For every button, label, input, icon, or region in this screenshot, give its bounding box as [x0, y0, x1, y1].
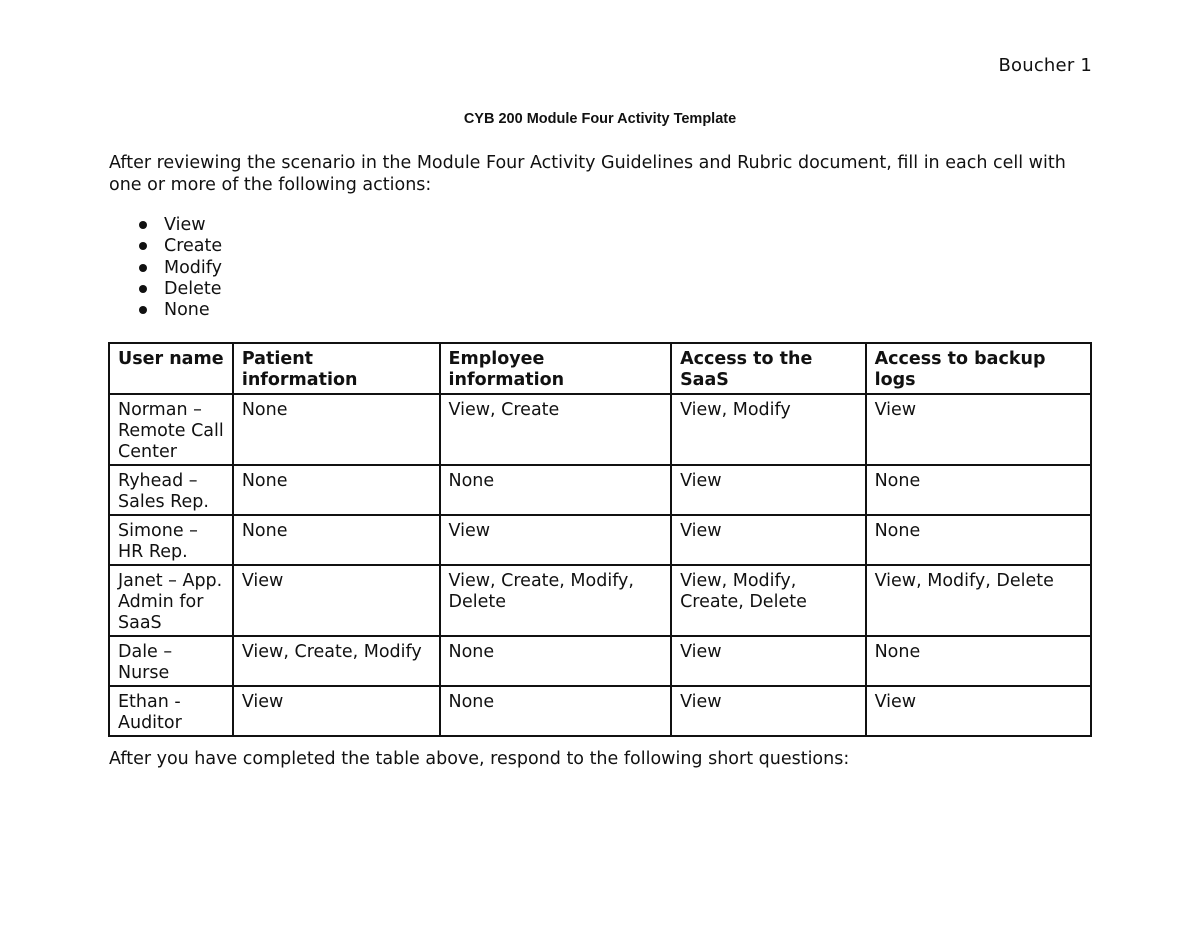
page-title: CYB 200 Module Four Activity Template: [463, 111, 737, 127]
cell-backup: None: [866, 515, 1091, 565]
table-row: [109, 565, 1091, 636]
cell-patient: View: [233, 565, 440, 636]
cell-patient: View: [233, 686, 440, 736]
cell-backup: None: [866, 636, 1091, 686]
list-item: [109, 279, 222, 300]
table-row: [109, 394, 1091, 465]
bullet-icon: [139, 242, 147, 250]
header-user-name: User name: [109, 343, 233, 394]
cell-saas: View: [671, 465, 866, 515]
cell-patient: None: [233, 394, 440, 465]
bullet-icon: [139, 264, 147, 272]
cell-saas: View: [671, 686, 866, 736]
action-label: View: [164, 215, 206, 235]
list-item: [109, 236, 222, 257]
table-header-row: [109, 343, 1091, 394]
actions-list: [109, 215, 222, 321]
cell-user: Ryhead – Sales Rep.: [109, 465, 233, 515]
bullet-icon: [139, 306, 147, 314]
access-table: [108, 342, 1092, 737]
cell-saas: View: [671, 515, 866, 565]
cell-patient: None: [233, 465, 440, 515]
cell-backup: View: [866, 686, 1091, 736]
cell-saas: View, Modify: [671, 394, 866, 465]
cell-employee: View: [440, 515, 672, 565]
list-item: [109, 258, 222, 279]
cell-employee: None: [440, 465, 672, 515]
cell-backup: None: [866, 465, 1091, 515]
table-row: [109, 636, 1091, 686]
table-row: [109, 686, 1091, 736]
header-backup-logs-access: Access to backup logs: [866, 343, 1091, 394]
bullet-icon: [139, 221, 147, 229]
cell-employee: View, Create, Modify, Delete: [440, 565, 672, 636]
cell-patient: None: [233, 515, 440, 565]
action-label: Modify: [164, 257, 222, 278]
cell-saas: View, Modify, Create, Delete: [671, 565, 866, 636]
cell-employee: None: [440, 686, 672, 736]
cell-user: Dale – Nurse: [109, 636, 233, 686]
cell-backup: View, Modify, Delete: [866, 565, 1091, 636]
action-label: None: [164, 300, 210, 321]
running-head: Boucher 1: [998, 55, 1092, 76]
cell-user: Norman – Remote Call Center: [109, 394, 233, 465]
header-patient-information: Patient information: [233, 343, 440, 394]
cell-user: Janet – App. Admin for SaaS: [109, 565, 233, 636]
cell-user: Ethan - Auditor: [109, 686, 233, 736]
action-label: Create: [164, 236, 223, 257]
cell-user: Simone – HR Rep.: [109, 515, 233, 565]
cell-backup: View: [866, 394, 1091, 465]
list-item: [109, 215, 222, 236]
list-item: [109, 300, 222, 321]
intro-paragraph: After reviewing the scenario in the Module Four Activity Guidelines and Rubric document, fill in each cell with one or more of the following actions:: [109, 153, 1066, 195]
outro-paragraph: After you have completed the table above, respond to the following short questions:: [109, 749, 850, 769]
cell-employee: View, Create: [440, 394, 672, 465]
header-employee-information: Employee information: [440, 343, 672, 394]
header-saas-access: Access to the SaaS: [671, 343, 866, 394]
bullet-icon: [139, 285, 147, 293]
cell-patient: View, Create, Modify: [233, 636, 440, 686]
table-row: [109, 515, 1091, 565]
cell-employee: None: [440, 636, 672, 686]
action-label: Delete: [164, 278, 222, 299]
cell-saas: View: [671, 636, 866, 686]
table-row: [109, 465, 1091, 515]
